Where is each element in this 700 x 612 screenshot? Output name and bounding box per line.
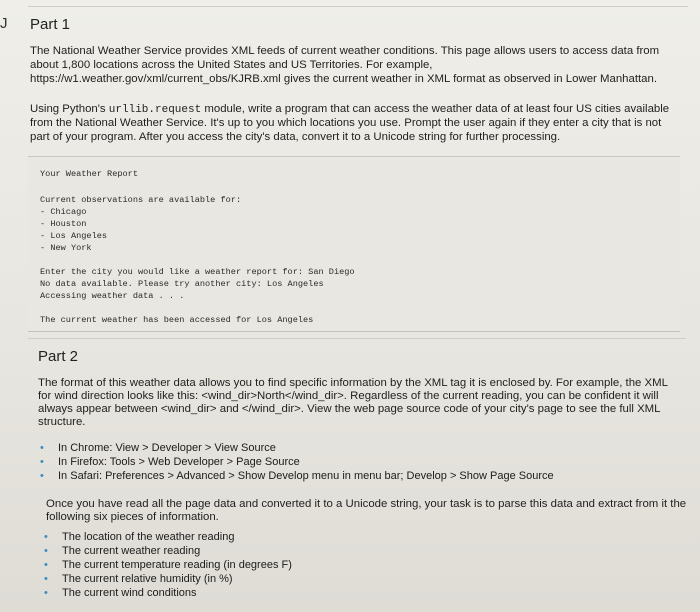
bullet: •	[40, 442, 44, 454]
piece-location: The location of the weather reading	[62, 531, 235, 543]
browser-source-list	[38, 441, 554, 483]
piece-humidity: The current relative humidity (in %)	[62, 573, 233, 585]
bullet: •	[40, 456, 44, 468]
bullet: •	[44, 573, 48, 585]
list-item	[38, 469, 554, 483]
part1-task-line-2: from the National Weather Service. It's up to you which locations you use. Prompt the user again if they enter a city that is not	[30, 117, 662, 129]
part2-heading: Part 2	[38, 348, 79, 365]
console-prompt-2: No data available. Please try another city: Los Angeles	[40, 279, 324, 289]
bullet: •	[44, 545, 48, 557]
top-divider	[28, 6, 688, 7]
task-text-a: Using Python's	[30, 103, 109, 115]
part1-intro-line-1: The National Weather Service provides XML feeds of current weather conditions. This page allows users to access data from	[30, 45, 660, 57]
console-accessing: Accessing weather data . . .	[40, 291, 185, 301]
list-item	[42, 544, 292, 558]
bullet: •	[40, 470, 44, 482]
list-item	[42, 572, 292, 586]
console-city: - New York	[40, 243, 92, 253]
part1-heading: Part 1	[30, 16, 71, 33]
list-item	[42, 586, 292, 600]
piece-weather: The current weather reading	[62, 545, 201, 557]
sample-output-console	[28, 156, 680, 332]
part1-task-line-3: part of your program. After you access the city's data, convert it to a Unicode string for further processing.	[30, 131, 561, 143]
console-prompt-1: Enter the city you would like a weather report for: San Diego	[40, 267, 355, 277]
browser-firefox: In Firefox: Tools > Web Developer > Page Source	[58, 456, 300, 468]
urllib-code: urllib.request	[108, 104, 202, 116]
part2-task-line-2: following six pieces of information.	[46, 511, 219, 523]
part2-task-line-1: Once you have read all the page data and converted it to a Unicode string, your task is to parse this data and extract from it the	[46, 498, 687, 510]
piece-temperature: The current temperature reading (in degrees F)	[62, 559, 292, 571]
console-city: - Los Angeles	[40, 231, 108, 241]
console-city: - Houston	[40, 219, 87, 229]
part1-intro-line-2: about 1,800 locations across the United States and US Territories. For example,	[30, 59, 433, 71]
section-divider	[28, 338, 686, 339]
part2-intro-line-3: always appear between <wind_dir> and </wind_dir>. View the web page source code of your city's page to see the full XML	[38, 403, 661, 415]
bullet: •	[44, 559, 48, 571]
part2-intro-line-2: for wind direction looks like this: <wind_dir>North</wind_dir>. Regardless of the current reading, you can be confident it will	[38, 390, 659, 402]
browser-chrome: In Chrome: View > Developer > View Source	[58, 442, 276, 454]
bullet: •	[44, 587, 48, 599]
bullet: •	[44, 531, 48, 543]
console-title: Your Weather Report	[40, 169, 138, 179]
console-city: - Chicago	[40, 207, 87, 217]
page-edge-mark: J	[0, 15, 8, 32]
list-item	[38, 441, 554, 455]
task-text-b: module, write a program that can access the weather data of at least four US cities available	[201, 103, 670, 115]
part1-task-line-1	[30, 102, 669, 117]
part2-intro-line-1: The format of this weather data allows you to find specific information by the XML tag it is enclosed by. For example, the XML	[38, 377, 668, 389]
part2-intro-line-4: structure.	[38, 416, 86, 428]
part1-intro-line-3: https://w1.weather.gov/xml/current_obs/KJRB.xml gives the current weather in XML format as observed in Lower Manhattan.	[30, 73, 657, 85]
browser-safari: In Safari: Preferences > Advanced > Show Develop menu in menu bar; Develop > Show Page Source	[58, 470, 554, 482]
console-available: Current observations are available for:	[40, 195, 242, 205]
list-item	[38, 455, 554, 469]
list-item	[42, 558, 292, 572]
console-result: The current weather has been accessed for Los Angeles	[40, 315, 314, 325]
six-pieces-list	[42, 530, 292, 600]
list-item	[42, 530, 292, 544]
piece-wind: The current wind conditions	[62, 587, 197, 599]
